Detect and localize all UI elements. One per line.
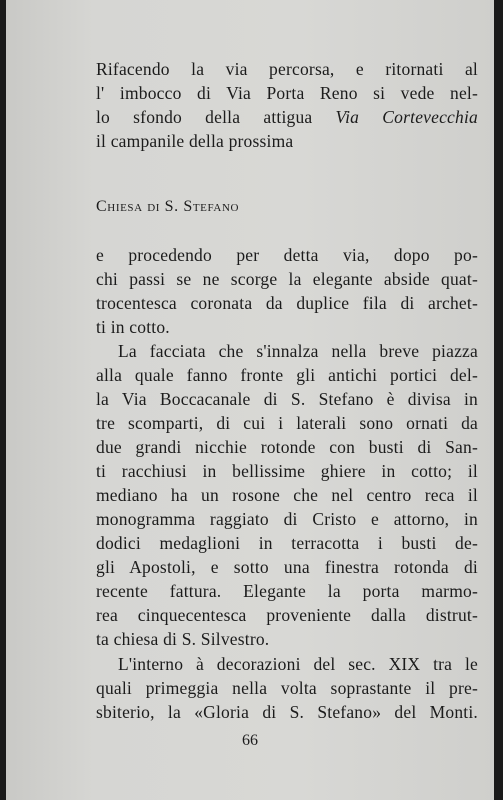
intro-line-3-text: lo sfondo della attigua	[96, 107, 336, 127]
intro-line-3	[96, 106, 478, 128]
intro-line-4: il campanile della prossima	[96, 131, 294, 151]
para2-line-3: la Via Boccacanale di S. Stefano è divisa in	[96, 389, 478, 409]
para1-line-4: ti in cotto.	[96, 317, 170, 337]
para2-line-5: due grandi nicchie rotonde con busti di San-	[96, 437, 478, 457]
para2-line-12: rea cinquecentesca proveniente dalla distrut-	[96, 605, 478, 625]
intro-line-1: Rifacendo la via percorsa, e ritornati al	[96, 59, 478, 79]
book-page	[6, 0, 494, 800]
para2-line-13: ta chiesa di S. Silvestro.	[96, 629, 270, 649]
para3-line-3: sbiterio, la «Gloria di S. Stefano» del Monti.	[96, 702, 478, 722]
para2-line-6: ti racchiusi in bellissime ghiere in cotto; il	[96, 461, 478, 481]
section-heading: Chiesa di S. Stefano	[96, 198, 240, 215]
para3-line-1: L'interno à decorazioni del sec. XIX tra le	[118, 654, 478, 674]
para2-line-9: dodici medaglioni in terracotta i busti de-	[96, 533, 478, 553]
para2-line-7: mediano ha un rosone che nel centro reca il	[96, 485, 478, 505]
para2-line-4: tre scomparti, di cui i laterali sono ornati da	[96, 413, 478, 433]
para3-line-2: quali primeggia nella volta soprastante il pre-	[96, 678, 478, 698]
para1-line-3: trocentesca coronata da duplice fila di archet-	[96, 293, 478, 313]
para2-line-1: La facciata che s'innalza nella breve piazza	[118, 341, 478, 361]
para2-line-10: gli Apostoli, e sotto una finestra rotonda di	[96, 557, 478, 577]
para1-line-1: e procedendo per detta via, dopo po-	[96, 245, 478, 265]
intro-line-2: l' imbocco di Via Porta Reno si vede nel-	[96, 83, 478, 103]
para1-line-2: chi passi se ne scorge la elegante abside quat-	[96, 269, 478, 289]
para2-line-8: monogramma raggiato di Cristo e attorno, in	[96, 509, 478, 529]
para2-line-2: alla quale fanno fronte gli antichi portici del-	[96, 365, 478, 385]
page-number: 66	[242, 732, 258, 749]
street-name-italic: Via Cortevecchia	[335, 107, 478, 127]
para2-line-11: recente fattura. Elegante la porta marmo-	[96, 581, 478, 601]
